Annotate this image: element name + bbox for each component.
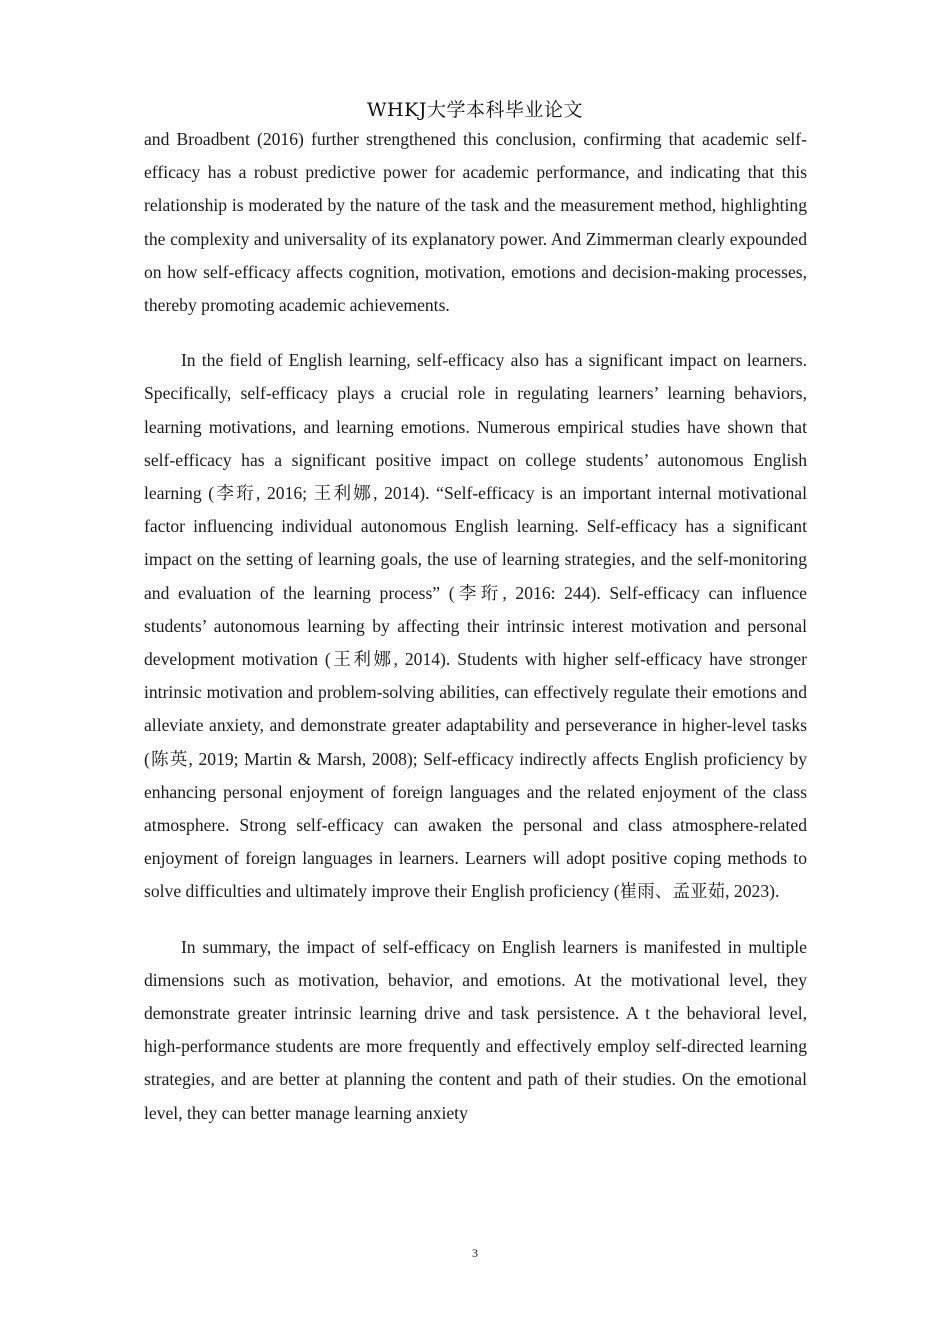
paragraph-summary: In summary, the impact of self-efficacy on English learners is manifested in multiple dimensions such as motivation, behavior, and emotions. At the motivational level, they demonstrate greater intrinsic learning drive and task persistence. A t the behavioral level, high-performance students are more frequently and effectively employ self-directed learning strategies, and are better at planning the content and path of their studies. On the emotional level, they can better manage learning anxiety: [144, 936, 807, 1123]
page-number: 3: [472, 1246, 478, 1260]
body-text: [144, 123, 807, 1130]
paragraph-continuation: and Broadbent (2016) further strengthened this conclusion, confirming that academic self-efficacy has a robust predictive power for academic performance, and indicating that this relationship is moderated by the nature of the task and the measurement method, highlighting the complexity and universality of its explanatory power. And Zimmerman clearly expounded on how self-efficacy affects cognition, motivation, emotions and decision-making processes, thereby promoting academic achievements.: [144, 129, 807, 316]
paragraph-english-learning: In the field of English learning, self-efficacy also has a significant impact on learners. Specifically, self-efficacy plays a crucial role in regulating learners’ learning behaviors, learning motivations, and learning emotions. Numerous empirical studies have shown that self-efficacy has a significant positive impact on college students’ autonomous English learning (李珩, 2016; 王利娜, 2014). “Self-efficacy is an important internal motivational factor influencing individual autonomous English learning. Self-efficacy has a significant impact on the setting of learning goals, the use of learning strategies, and the self-monitoring and evaluation of the learning process” (李珩, 2016: 244). Self-efficacy can influence students’ autonomous learning by affecting their intrinsic interest motivation and personal development motivation (王利娜, 2014). Students with higher self-efficacy have stronger intrinsic motivation and problem-solving abilities, can effectively regulate their emotions and alleviate anxiety, and demonstrate greater adaptability and perseverance in higher-level tasks (陈英, 2019; Martin & Marsh, 2008); Self-efficacy indirectly affects English proficiency by enhancing personal enjoyment of foreign languages and the related enjoyment of the class atmosphere. Strong self-efficacy can awaken the personal and class atmosphere-related enjoyment of foreign languages in learners. Learners will adopt positive coping methods to solve difficulties and ultimately improve their English proficiency (崔雨、孟亚茹, 2023).: [144, 350, 807, 902]
running-header: WHKJ大学本科毕业论文: [367, 99, 583, 121]
